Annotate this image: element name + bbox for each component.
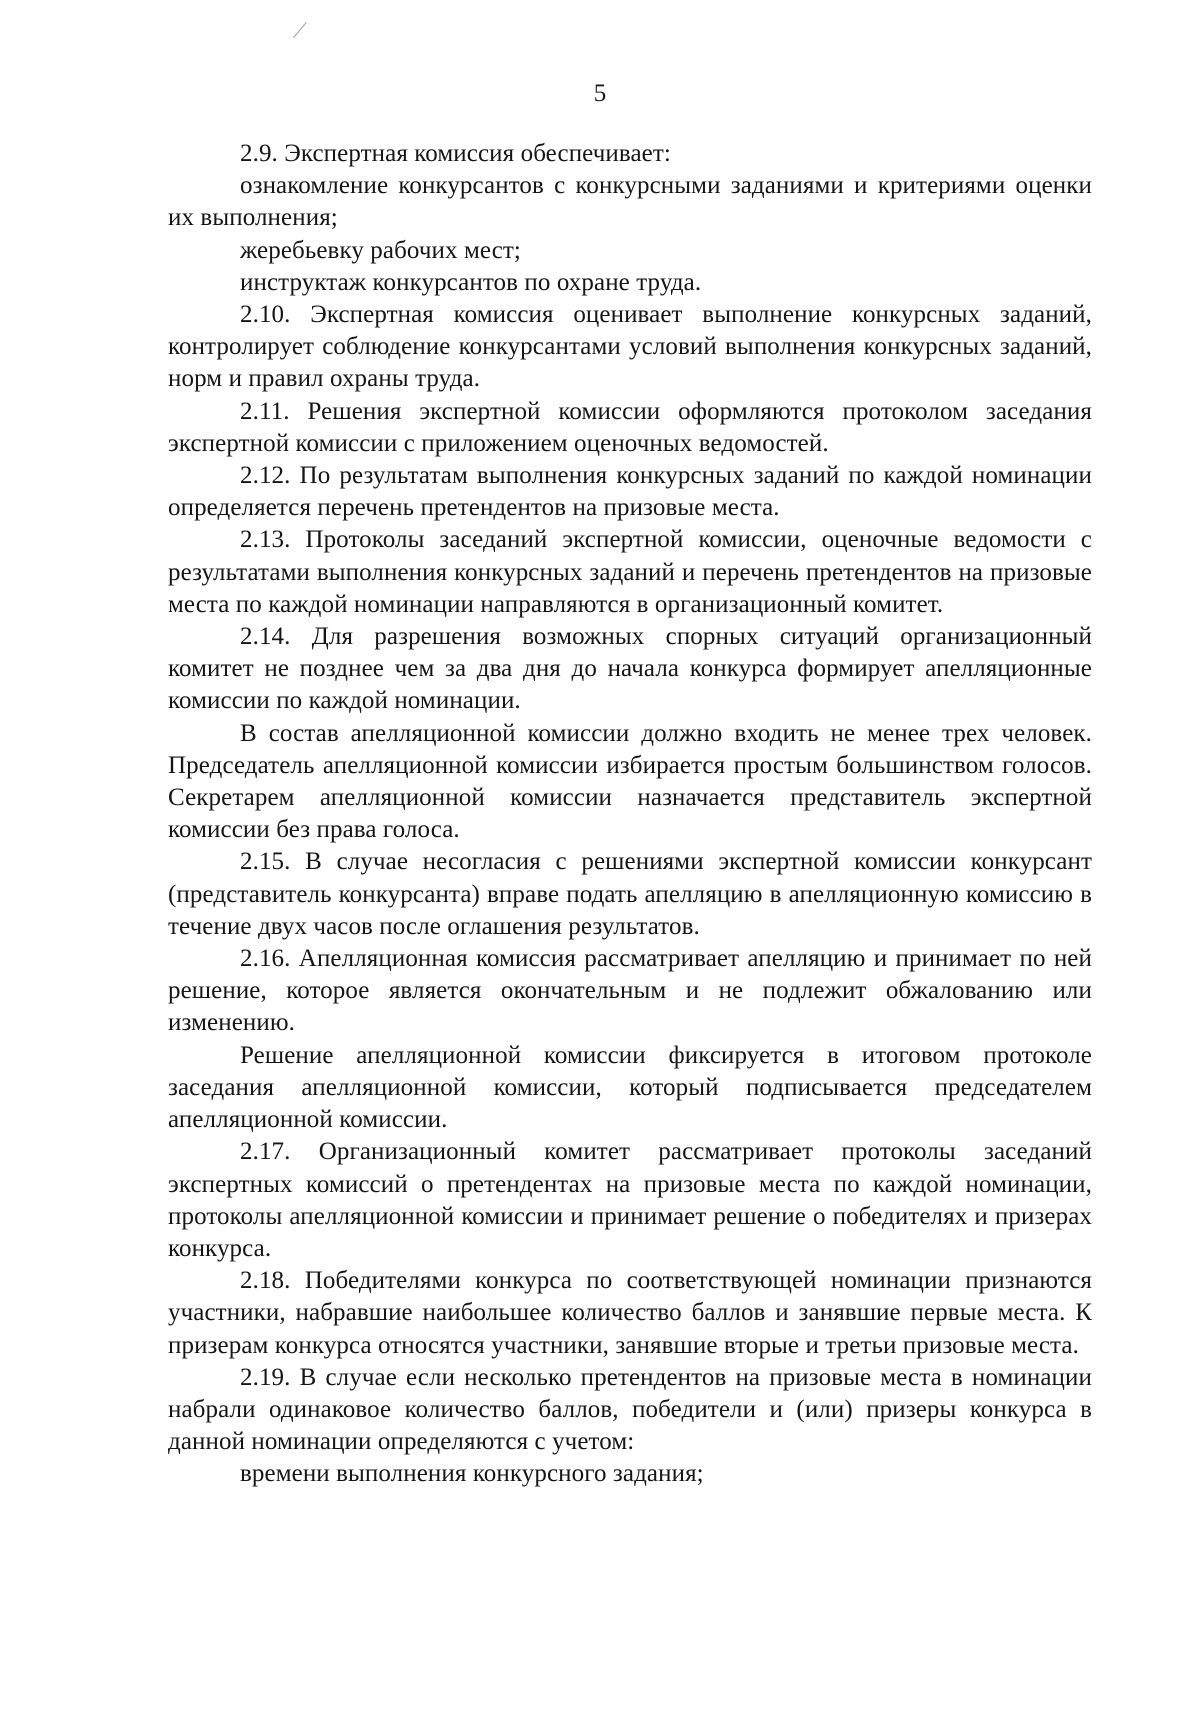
- paragraph-draw: жеребьевку рабочих мест;: [240, 236, 521, 264]
- paragraph-2-11: 2.11. Решения экспертной комиссии оформляются протоколом заседания экспертной комиссии с приложением оценочных ведомостей.: [168, 397, 1092, 457]
- paragraph-2-12: 2.12. По результатам выполнения конкурсных заданий по каждой номинации определяется перечень претендентов на призовые места.: [168, 462, 1092, 522]
- scan-mark: [293, 22, 307, 38]
- paragraph-appeal-composition: В состав апелляционной комиссии должно входить не менее трех человек. Председатель апелляционной комиссии избирается простым большинством голосов. Секретарем апелляционной комиссии назначается представитель экспертной комиссии без права голоса.: [168, 719, 1092, 844]
- paragraph-2-10: 2.10. Экспертная комиссия оценивает выполнение конкурсных заданий, контролирует соблюдение конкурсантами условий выполнения конкурсных заданий, норм и правил охраны труда.: [168, 301, 1092, 393]
- paragraph-2-9: 2.9. Экспертная комиссия обеспечивает:: [240, 140, 671, 167]
- paragraph-2-14: 2.14. Для разрешения возможных спорных ситуаций организационный комитет не позднее чем за два дня до начала конкурса формирует апелляционные комиссии по каждой номинации.: [168, 623, 1092, 715]
- paragraph-2-17: 2.17. Организационный комитет рассматривает протоколы заседаний экспертных комиссий о претендентах на призовые места по каждой номинации, протоколы апелляционной комиссии и принимает решение о победителях и призерах конкурса.: [168, 1138, 1092, 1262]
- paragraph-appeal-decision: Решение апелляционной комиссии фиксируется в итоговом протоколе заседания апелляционной комиссии, который подписывается председателем апелляционной комиссии.: [168, 1041, 1092, 1134]
- page-number: 5: [593, 80, 607, 107]
- paragraph-briefing: инструктаж конкурсантов по охране труда.: [240, 268, 702, 296]
- paragraph-familiarization: ознакомление конкурсантов с конкурсными заданиями и критериями оценки их выполнения;: [168, 172, 1092, 232]
- paragraph-2-18: 2.18. Победителями конкурса по соответствующей номинации признаются участники, набравшие наибольшее количество баллов и занявшие первые места. К призерам конкурса относятся участники, занявшие вторые и третьи призовые места.: [168, 1267, 1092, 1359]
- paragraph-2-16: 2.16. Апелляционная комиссия рассматривает апелляцию и принимает по ней решение, которое является окончательным и не подлежит обжалованию или изменению.: [168, 945, 1092, 1037]
- paragraph-2-13: 2.13. Протоколы заседаний экспертной комиссии, оценочные ведомости с результатами выполнения конкурсных заданий и перечень претендентов на призовые места по каждой номинации направляются в организационный комитет.: [168, 526, 1092, 618]
- paragraph-2-19: 2.19. В случае если несколько претендентов на призовые места в номинации набрали одинаковое количество баллов, победители и (или) призеры конкурса в данной номинации определяются с учетом:: [168, 1363, 1092, 1456]
- paragraph-completion-time: времени выполнения конкурсного задания;: [240, 1460, 704, 1488]
- document-body: [168, 138, 1092, 1491]
- paragraph-2-15: 2.15. В случае несогласия с решениями экспертной комиссии конкурсант (представитель конкурсанта) вправе подать апелляцию в апелляционную комиссию в течение двух часов после оглашения результатов.: [168, 848, 1092, 940]
